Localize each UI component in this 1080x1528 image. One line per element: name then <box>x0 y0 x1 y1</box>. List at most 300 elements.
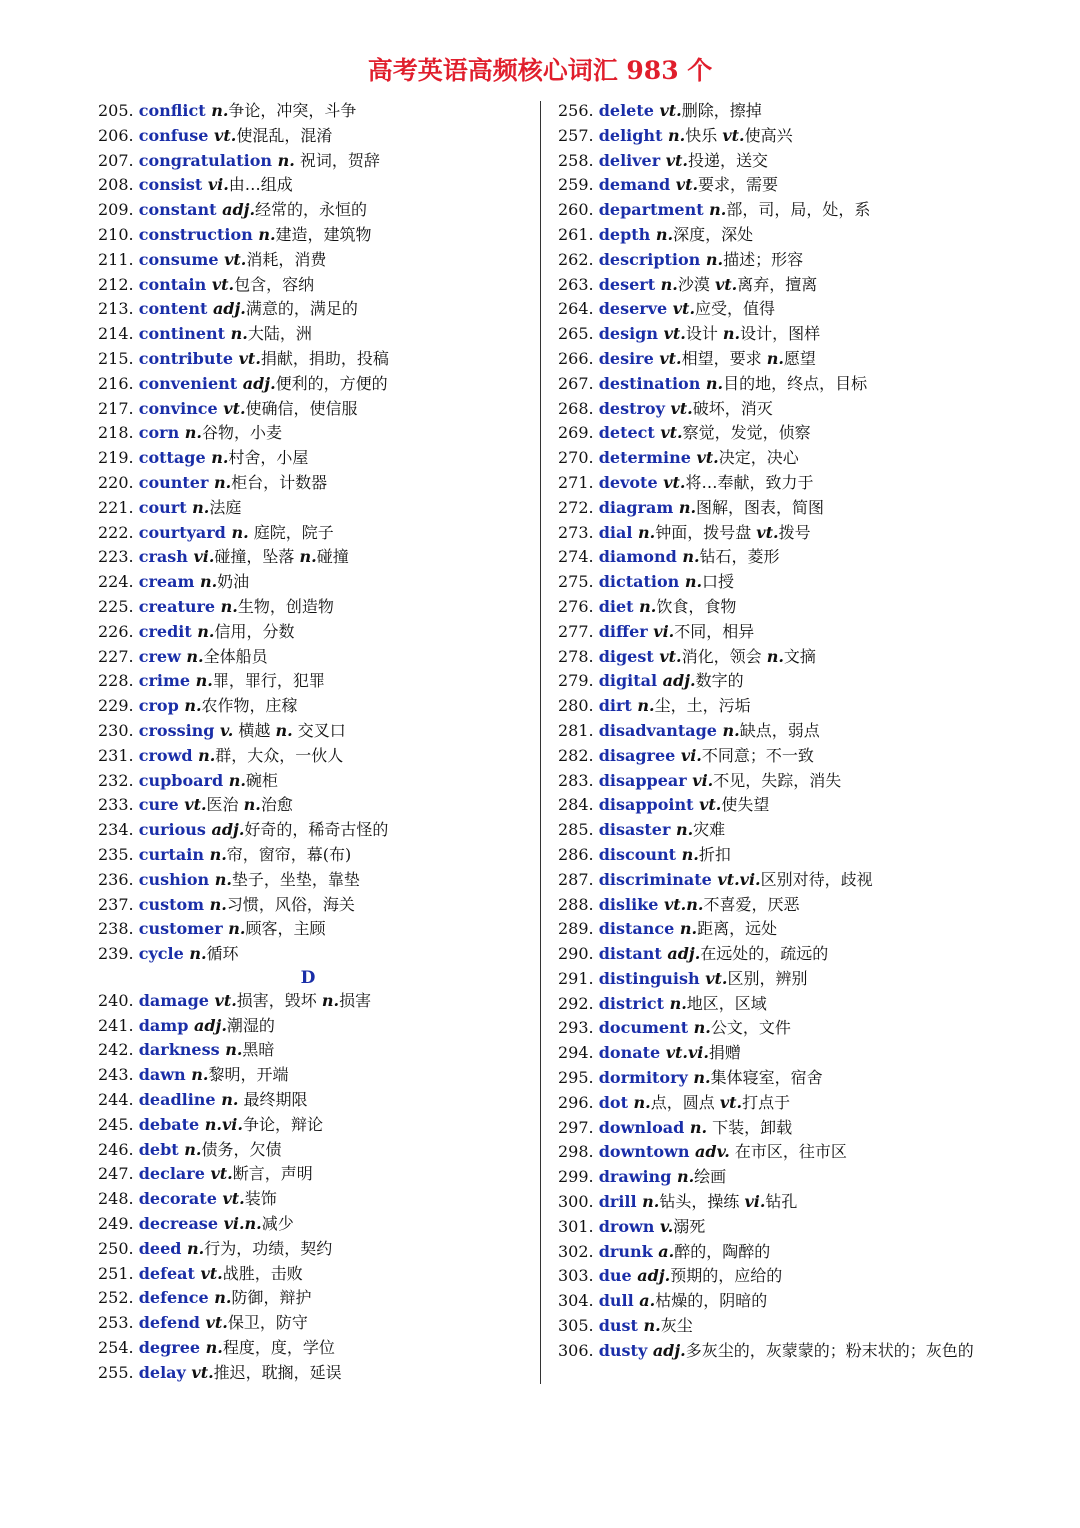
entry-definition: 尘，土，污垢 <box>654 696 751 716</box>
entry-number: 242. <box>98 1040 139 1060</box>
section-letter-d: D <box>300 967 316 988</box>
vocab-entry <box>98 719 528 744</box>
entry-definition: 损害 <box>339 990 372 1010</box>
entry-definition: 建造，建筑物 <box>275 224 372 244</box>
vocab-entry <box>558 694 988 719</box>
entry-pos: n. <box>228 919 246 939</box>
entry-word: demand <box>598 175 676 195</box>
entry-number: 238. <box>98 919 139 939</box>
entry-definition: 察觉，发觉，侦察 <box>682 423 811 443</box>
entry-number: 249. <box>98 1214 139 1234</box>
entry-definition: 折扣 <box>698 844 731 864</box>
vocab-entry <box>98 1262 528 1287</box>
entry-definition: 医治 <box>206 795 244 815</box>
entry-definition: 钻头，操练 <box>659 1192 745 1212</box>
entry-definition: 设计，图样 <box>740 324 821 344</box>
entry-number: 282. <box>558 745 599 765</box>
entry-definition: 绘画 <box>694 1167 727 1187</box>
entry-word: determine <box>598 448 697 468</box>
entry-number: 288. <box>558 894 599 914</box>
entry-pos: n. <box>221 1090 239 1110</box>
entry-pos: n. <box>676 1167 695 1187</box>
entry-definition: 打点于 <box>742 1092 791 1112</box>
entry-definition: 使失望 <box>721 795 770 815</box>
entry-word: damp <box>138 1015 194 1035</box>
entry-pos: n. <box>186 646 204 666</box>
entry-word: delay <box>138 1362 192 1382</box>
entry-number: 243. <box>98 1065 139 1085</box>
entry-word: construction <box>138 224 259 244</box>
entry-definition: 沙漠 <box>677 274 715 294</box>
vocab-entry <box>98 521 528 546</box>
vocab-entry <box>558 992 988 1017</box>
vocab-entry <box>98 1038 528 1063</box>
entry-pos: vt. <box>675 175 699 195</box>
vocab-entry <box>98 273 528 298</box>
entry-number: 219. <box>98 448 139 468</box>
vocab-entry <box>558 545 988 570</box>
entry-pos: n. <box>678 497 697 517</box>
entry-pos: vt. <box>210 1164 233 1184</box>
entry-definition: 区别对待，歧视 <box>760 869 873 889</box>
entry-pos: vt. <box>211 274 235 294</box>
entry-definition: 灾难 <box>693 820 726 840</box>
vocab-entry <box>558 793 988 818</box>
vocab-entry <box>558 595 988 620</box>
entry-definition: 钟面，拨号盘 <box>655 522 757 542</box>
entry-number: 234. <box>98 820 139 840</box>
entry-number: 257. <box>558 125 599 145</box>
entry-number: 230. <box>98 720 139 740</box>
entry-word: download <box>598 1117 690 1137</box>
vocab-entry <box>98 620 528 645</box>
entry-pos: adj. <box>211 820 245 840</box>
entry-definition: 法庭 <box>209 497 242 517</box>
entry-pos: vt. <box>184 795 207 815</box>
entry-pos: n. <box>655 224 674 244</box>
entry-pos: a. <box>658 1241 675 1261</box>
right-column <box>558 99 988 1364</box>
entry-definition: 垫子，坐垫，靠垫 <box>231 869 360 889</box>
entry-definition: 损害，毁坏 <box>236 990 322 1010</box>
entry-pos: n. <box>682 547 700 567</box>
entry-definition: 帘，窗帘，幕(布) <box>226 844 352 864</box>
entry-word: convince <box>138 398 224 418</box>
vocab-entry <box>98 545 528 570</box>
entry-pos: vi. <box>207 175 229 195</box>
entry-pos: n. <box>211 101 229 120</box>
vocab-entry <box>558 620 988 645</box>
vocab-entry <box>98 248 528 273</box>
entry-number: 272. <box>558 497 599 517</box>
entry-number: 236. <box>98 869 139 889</box>
entry-word: dictation <box>598 572 685 592</box>
entry-pos: vt. <box>224 249 247 269</box>
entry-word: crop <box>138 696 185 716</box>
entry-definition: 习惯，风俗，海关 <box>226 894 355 914</box>
vocab-entry <box>98 868 528 893</box>
entry-word: distant <box>598 944 668 964</box>
column-divider <box>540 101 541 1384</box>
entry-pos: n. <box>191 1065 209 1085</box>
entry-number: 256. <box>558 101 599 120</box>
entry-number: 270. <box>558 448 599 468</box>
entry-definition: 缺点，弱点 <box>739 720 820 740</box>
entry-pos: n. <box>681 844 699 864</box>
vocab-entry <box>98 1336 528 1361</box>
entry-number: 205. <box>98 101 139 120</box>
entry-pos: vt. <box>205 1313 228 1333</box>
entry-word: dot <box>598 1092 634 1112</box>
entry-definition: 不喜爱，厌恶 <box>703 894 800 914</box>
entry-number: 246. <box>98 1139 139 1159</box>
entry-definition: 程度，度，学位 <box>222 1338 335 1358</box>
vocab-entry <box>558 967 988 992</box>
entry-definition: 由…组成 <box>228 175 293 195</box>
vocab-entry <box>558 1215 988 1240</box>
vocab-entry <box>558 1116 988 1141</box>
vocab-entry <box>558 868 988 893</box>
entry-pos: vt. <box>659 646 682 666</box>
entry-number: 247. <box>98 1164 139 1184</box>
entry-definition: 包含，容纳 <box>234 274 315 294</box>
entry-word: consume <box>138 249 225 269</box>
entry-word: disagree <box>598 745 681 765</box>
entry-pos: n. <box>722 720 740 740</box>
entry-pos: vt. <box>200 1263 223 1283</box>
entry-pos: vt. <box>222 1189 245 1209</box>
entry-definition: 农作物，庄稼 <box>201 696 298 716</box>
entry-pos: n. <box>684 572 703 592</box>
entry-number: 283. <box>558 770 599 790</box>
vocab-entry <box>558 421 988 446</box>
entry-pos: n.vi. <box>204 1114 243 1134</box>
entry-number: 218. <box>98 423 139 443</box>
entry-word: donate <box>598 1043 666 1063</box>
entry-word: credit <box>138 621 198 641</box>
entry-word: drunk <box>598 1241 659 1261</box>
entry-number: 267. <box>558 373 599 393</box>
entry-pos: vt. <box>719 1092 743 1112</box>
entry-number: 248. <box>98 1189 139 1209</box>
entry-number: 241. <box>98 1015 139 1035</box>
entry-pos: n. <box>299 547 317 567</box>
entry-pos: n. <box>195 671 213 691</box>
vocab-entry <box>558 818 988 843</box>
entry-definition: 减少 <box>261 1214 294 1234</box>
entry-number: 284. <box>558 795 599 815</box>
vocab-entry <box>558 893 988 918</box>
entry-number: 208. <box>98 175 139 195</box>
entry-number: 233. <box>98 795 139 815</box>
entry-number: 271. <box>558 472 599 492</box>
entry-definition: 争论，辩论 <box>242 1114 323 1134</box>
entry-definition: 在远处的，疏远的 <box>700 944 829 964</box>
entry-word: constant <box>138 200 223 220</box>
entry-number: 224. <box>98 572 139 592</box>
entry-word: distance <box>598 919 680 939</box>
entry-number: 281. <box>558 720 599 740</box>
entry-definition: 碰撞，坠落 <box>214 547 300 567</box>
entry-pos: vt. <box>756 522 779 542</box>
entry-pos: vt. <box>659 101 682 120</box>
entry-pos: n. <box>709 200 727 220</box>
entry-word: due <box>598 1266 638 1286</box>
entry-word: decrease <box>138 1214 224 1234</box>
entry-number: 244. <box>98 1090 139 1110</box>
entry-number: 229. <box>98 696 139 716</box>
entry-definition: 破坏，消灭 <box>692 398 773 418</box>
entry-word: dirt <box>598 696 638 716</box>
entry-number: 302. <box>558 1241 599 1261</box>
entry-word: dormitory <box>598 1068 694 1088</box>
entry-pos: n. <box>258 224 276 244</box>
vocab-entry <box>98 322 528 347</box>
entry-definition: 不同意；不一致 <box>701 745 814 765</box>
entry-pos: n. <box>693 1018 711 1038</box>
entry-pos: n. <box>675 820 694 840</box>
entry-word: cupboard <box>138 770 229 790</box>
entry-definition: 潮湿的 <box>226 1015 275 1035</box>
entry-word: deed <box>138 1238 188 1258</box>
entry-number: 217. <box>98 398 139 418</box>
entry-number: 285. <box>558 820 599 840</box>
entry-pos: n. <box>211 448 229 468</box>
entry-word: dust <box>598 1316 644 1336</box>
entry-definition: 满意的，满足的 <box>245 299 358 319</box>
entry-number: 266. <box>558 348 599 368</box>
entry-definition: 描述；形容 <box>723 249 804 269</box>
vocab-entry <box>558 1289 988 1314</box>
entry-pos: n. <box>705 249 724 269</box>
entry-definition: 距离，远处 <box>697 919 778 939</box>
vocab-entry <box>558 297 988 322</box>
entry-number: 263. <box>558 274 599 294</box>
entry-definition: 设计 <box>685 324 723 344</box>
vocab-entry <box>558 372 988 397</box>
entry-definition: 区别，辨别 <box>727 968 808 988</box>
entry-definition: 碰撞 <box>316 547 349 567</box>
entry-definition: 枯燥的，阴暗的 <box>655 1291 768 1311</box>
vocab-entry <box>98 694 528 719</box>
entry-pos: vt. <box>665 150 688 170</box>
entry-definition: 深度，深处 <box>673 224 754 244</box>
entry-pos: n. <box>189 944 207 964</box>
entry-pos: n. <box>231 522 249 542</box>
vocab-entry <box>558 149 988 174</box>
entry-pos: n. <box>198 745 216 765</box>
vocab-entry <box>558 917 988 942</box>
entry-number: 305. <box>558 1316 599 1336</box>
vocab-entry <box>558 322 988 347</box>
entry-number: 215. <box>98 348 139 368</box>
entry-pos: vt. <box>714 274 738 294</box>
entry-word: defence <box>138 1288 215 1308</box>
entry-number: 216. <box>98 373 139 393</box>
entry-pos: n. <box>689 1117 708 1137</box>
entry-pos: vt. <box>191 1362 214 1382</box>
entry-definition: 最终期限 <box>238 1090 308 1110</box>
vocab-entry <box>98 669 528 694</box>
entry-number: 304. <box>558 1291 599 1311</box>
entry-pos: n. <box>321 990 340 1010</box>
entry-definition: 下装，卸载 <box>707 1117 793 1137</box>
vocab-entry <box>558 942 988 967</box>
entry-word: destination <box>598 373 706 393</box>
entry-word: digest <box>598 646 660 666</box>
entry-definition: 不见，失踪，消失 <box>713 770 842 790</box>
vocab-entry <box>558 1339 988 1364</box>
entry-definition: 群，大众，一伙人 <box>215 745 344 765</box>
entry-definition: 便利的，方便的 <box>275 373 388 393</box>
entry-number: 222. <box>98 522 139 542</box>
entry-number: 231. <box>98 745 139 765</box>
entry-word: consist <box>138 175 208 195</box>
vocab-entry <box>558 198 988 223</box>
vocab-entry <box>558 521 988 546</box>
entry-pos: vt.n. <box>663 894 704 914</box>
entry-pos: n. <box>192 497 210 517</box>
entry-number: 207. <box>98 150 139 170</box>
vocab-entry <box>98 223 528 248</box>
entry-word: disadvantage <box>598 720 723 740</box>
vocab-entry <box>98 1311 528 1336</box>
entry-word: damage <box>138 990 215 1010</box>
entry-word: desert <box>598 274 661 294</box>
entry-word: crossing <box>138 720 221 740</box>
vocab-entry <box>558 1016 988 1041</box>
entry-pos: adj. <box>662 671 696 691</box>
entry-number: 290. <box>558 944 599 964</box>
vocab-entry <box>558 1314 988 1339</box>
entry-word: desire <box>598 348 660 368</box>
vocab-entry <box>558 397 988 422</box>
vocab-entry <box>98 893 528 918</box>
entry-word: curious <box>138 820 212 840</box>
entry-definition: 使确信，使信服 <box>245 398 358 418</box>
entry-word: detect <box>598 423 661 443</box>
entry-definition: 部，司，局，处，系 <box>726 200 871 220</box>
entry-definition: 使混乱，混淆 <box>236 125 333 145</box>
entry-definition: 循环 <box>206 944 239 964</box>
entry-number: 269. <box>558 423 599 443</box>
entry-pos: n. <box>220 596 238 616</box>
entry-number: 280. <box>558 696 599 716</box>
entry-pos: n. <box>197 621 215 641</box>
entry-definition: 罪，罪行，犯罪 <box>212 671 325 691</box>
entry-number: 252. <box>98 1288 139 1308</box>
entry-definition: 溺死 <box>673 1216 706 1236</box>
entry-number: 286. <box>558 844 599 864</box>
entry-pos: n. <box>225 1040 243 1060</box>
entry-word: diagram <box>598 497 679 517</box>
entry-pos: n. <box>642 1192 660 1212</box>
entry-pos: v. <box>659 1216 674 1236</box>
entry-pos: n. <box>637 696 655 716</box>
vocab-entry <box>558 719 988 744</box>
entry-word: destroy <box>598 398 671 418</box>
entry-number: 277. <box>558 621 599 641</box>
vocab-entry <box>98 198 528 223</box>
entry-definition: 点，圆点 <box>650 1092 720 1112</box>
entry-pos: vt. <box>663 472 686 492</box>
entry-pos: vi. <box>692 770 714 790</box>
entry-number: 211. <box>98 249 139 269</box>
entry-number: 232. <box>98 770 139 790</box>
entry-definition: 消化，领会 <box>681 646 767 666</box>
vocab-entry <box>98 744 528 769</box>
entry-word: confuse <box>138 125 215 145</box>
entry-number: 295. <box>558 1068 599 1088</box>
entry-definition: 交叉口 <box>292 720 346 740</box>
entry-definition: 奶油 <box>217 572 250 592</box>
vocab-entry <box>98 1286 528 1311</box>
entry-definition: 捐赠 <box>708 1043 741 1063</box>
entry-pos: n. <box>660 274 678 294</box>
entry-pos: n. <box>184 696 202 716</box>
entry-number: 251. <box>98 1263 139 1283</box>
entry-pos: adj. <box>242 373 276 393</box>
vocab-entry <box>558 1140 988 1165</box>
entry-definition: 离弃，擅离 <box>737 274 818 294</box>
vocab-entry <box>98 595 528 620</box>
entry-number: 245. <box>98 1114 139 1134</box>
vocab-entry <box>98 124 528 149</box>
vocab-entry <box>98 496 528 521</box>
entry-word: defend <box>138 1313 206 1333</box>
entry-definition: 预期的，应给的 <box>670 1266 783 1286</box>
entry-pos: vt. <box>663 324 686 344</box>
entry-number: 259. <box>558 175 599 195</box>
entry-pos: vi. <box>653 621 675 641</box>
vocab-entry <box>98 1237 528 1262</box>
entry-definition: 治愈 <box>260 795 293 815</box>
entry-definition: 灰尘 <box>660 1316 693 1336</box>
entry-word: document <box>598 1018 694 1038</box>
entry-number: 235. <box>98 844 139 864</box>
entry-pos: vt. <box>660 423 683 443</box>
entry-word: crash <box>138 547 194 567</box>
vocab-entry <box>98 989 528 1014</box>
entry-number: 258. <box>558 150 599 170</box>
vocab-entry <box>558 248 988 273</box>
entry-number: 292. <box>558 993 599 1013</box>
entry-number: 298. <box>558 1142 599 1162</box>
entry-word: courtyard <box>138 522 232 542</box>
entry-pos: adv. <box>695 1142 730 1162</box>
entry-definition: 投递，送交 <box>687 150 768 170</box>
entry-number: 275. <box>558 572 599 592</box>
entry-word: devote <box>598 472 664 492</box>
entry-word: darkness <box>138 1040 226 1060</box>
entry-definition: 争论，冲突，斗争 <box>228 101 357 120</box>
entry-word: corn <box>138 423 185 443</box>
entry-definition: 谷物，小麦 <box>201 423 282 443</box>
entry-definition: 生物，创造物 <box>237 596 334 616</box>
vocab-entry <box>558 1091 988 1116</box>
entry-definition: 断言，声明 <box>232 1164 313 1184</box>
entry-number: 299. <box>558 1167 599 1187</box>
entry-definition: 多灰尘的，灰蒙蒙的；粉末状的；灰色的 <box>685 1340 974 1360</box>
entry-number: 209. <box>98 200 139 220</box>
entry-pos: vt. <box>214 125 237 145</box>
entry-number: 212. <box>98 274 139 294</box>
vocab-entry <box>98 1162 528 1187</box>
entry-definition: 在市区，往市区 <box>729 1142 847 1162</box>
entry-pos: n. <box>639 596 657 616</box>
entry-definition: 拨号 <box>778 522 811 542</box>
entry-word: contain <box>138 274 212 294</box>
